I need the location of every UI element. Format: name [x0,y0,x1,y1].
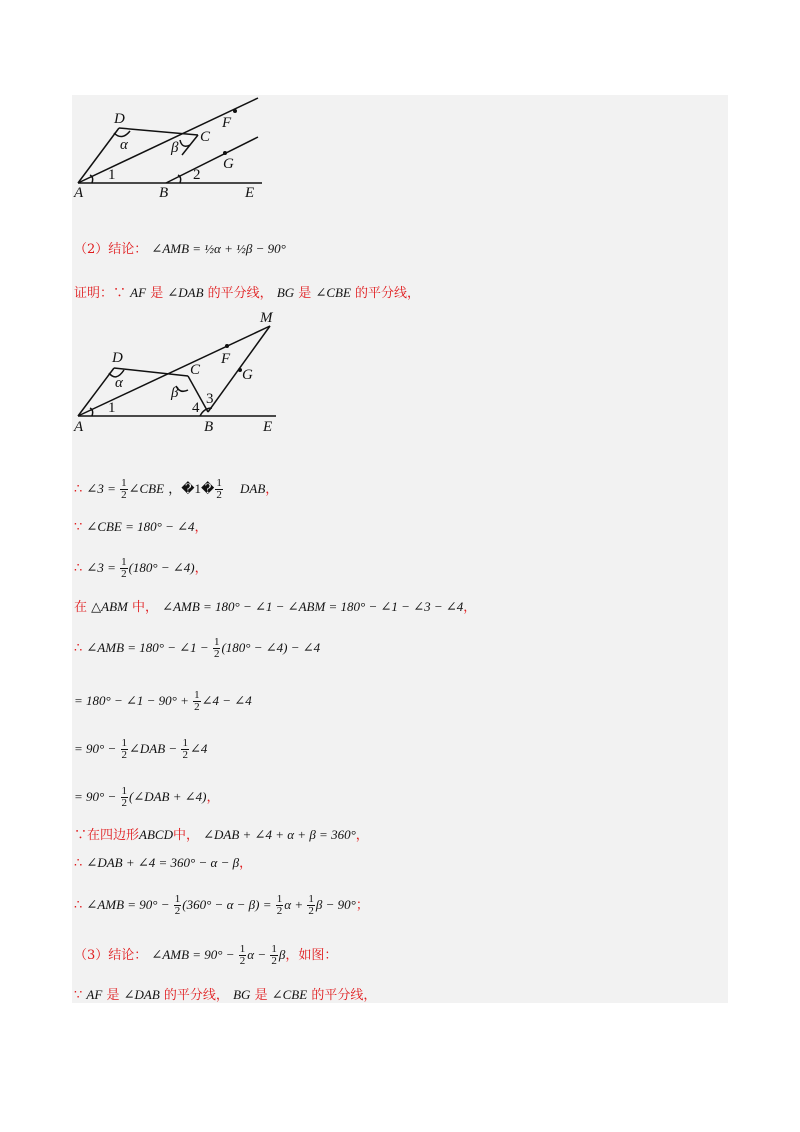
fig1-label-F: F [222,115,232,131]
figure-2-diagram [72,308,282,438]
line-step-3: ∴ ∠3 = $\frac{1}{2}$ (180° − ∠4)， [74,556,208,580]
fraction: $\frac{1}{2}$ [121,556,127,580]
fig1-label-2: 2 [193,167,201,183]
fig2-label-F: F [221,351,231,367]
line-proof-3-intro: ∵ AF 是 ∠DAB 的平分线， BG 是 ∠CBE 的平分线， [74,987,377,1003]
fig1-label-beta: β [171,140,179,156]
fraction: $\frac{1}{2}$ [213,636,220,660]
fig2-label-D: D [112,350,123,366]
fig2-label-beta: β [171,385,179,401]
fraction: $\frac{1}{2}$ [308,893,314,917]
fraction: $\frac{1}{2}$ [271,943,277,967]
fig1-label-G: G [223,156,234,172]
fig1-label-D: D [114,111,125,127]
fig1-label-A: A [74,185,84,201]
fraction: $\frac{1}{2}$ [121,477,127,501]
fraction: $\frac{1}{2}$ [121,737,127,761]
fraction: $\frac{1}{2}$ [121,785,127,809]
fig1-label-1: 1 [108,167,116,183]
line-step-4: 在 △ABM 中， ∠AMB = 180° − ∠1 − ∠ABM = 180° − ∠1 − ∠3 − ∠4， [74,599,477,615]
fig1-label-B: B [159,185,169,201]
line-step-2: ∵ ∠CBE = 180° − ∠4， [74,519,208,535]
line-conclusion-2: （2）结论： ∠AMB = ½α + ½β − 90° [74,241,286,257]
line-conclusion-3: （3）结论： ∠AMB = 90° − $\frac{1}{2}$ α − $\frac{1}{2}$ β，如图： [74,943,338,967]
fraction: $\frac{1}{2}$ [174,893,181,917]
fraction: $\frac{1}{2}$ [239,943,246,967]
line-step-6: = 180° − ∠1 − 90° + $\frac{1}{2}$ ∠4 − ∠4 [74,689,252,713]
fig1-label-C: C [200,129,211,145]
fig2-label-B: B [204,419,214,435]
fraction: $\frac{1}{2}$ [182,737,188,761]
fig2-label-A: A [74,419,84,435]
fig2-label-C: C [190,362,201,378]
fig1-label-E: E [245,185,255,201]
fig2-label-4: 4 [192,400,200,416]
line-step-8: = 90° − $\frac{1}{2}$ (∠DAB + ∠4)， [74,785,220,809]
line-step-7: = 90° − $\frac{1}{2}$ ∠DAB − $\frac{1}{2}$ ∠4 [74,737,208,761]
line-step-9: ∵在四边形ABCD中， ∠DAB + ∠4 + α + β = 360°， [74,827,369,843]
figure-1-diagram [72,95,272,203]
fig2-label-alpha: α [115,375,123,391]
fig2-label-3: 3 [206,391,214,407]
line-step-1: ∴ ∠3 = $\frac{1}{2}$ ∠CBE ，�1� $\frac{1}{2}$ DAB， [74,477,279,501]
fig2-label-E: E [263,419,273,435]
line-step-5: ∴ ∠AMB = 180° − ∠1 − $\frac{1}{2}$ (180° − ∠4) − ∠4 [74,636,321,660]
fraction: $\frac{1}{2}$ [276,893,283,917]
line-step-11: ∴ ∠AMB = 90° − $\frac{1}{2}$ (360° − α − β) = $\frac{1}{2}$ α + $\frac{1}{2}$ β − 90°； [74,893,369,917]
line-step-10: ∴ ∠DAB + ∠4 = 360° − α − β， [74,855,253,871]
fraction: $\frac{1}{2}$ [216,477,222,501]
fig2-label-G: G [242,367,253,383]
fraction: $\frac{1}{2}$ [194,689,200,713]
fig2-label-M: M [260,310,273,326]
fig2-label-1: 1 [108,400,116,416]
fig1-label-alpha: α [120,137,128,153]
line-proof-intro: 证明：∵ AF 是 ∠DAB 的平分线， BG 是 ∠CBE 的平分线， [74,285,421,301]
